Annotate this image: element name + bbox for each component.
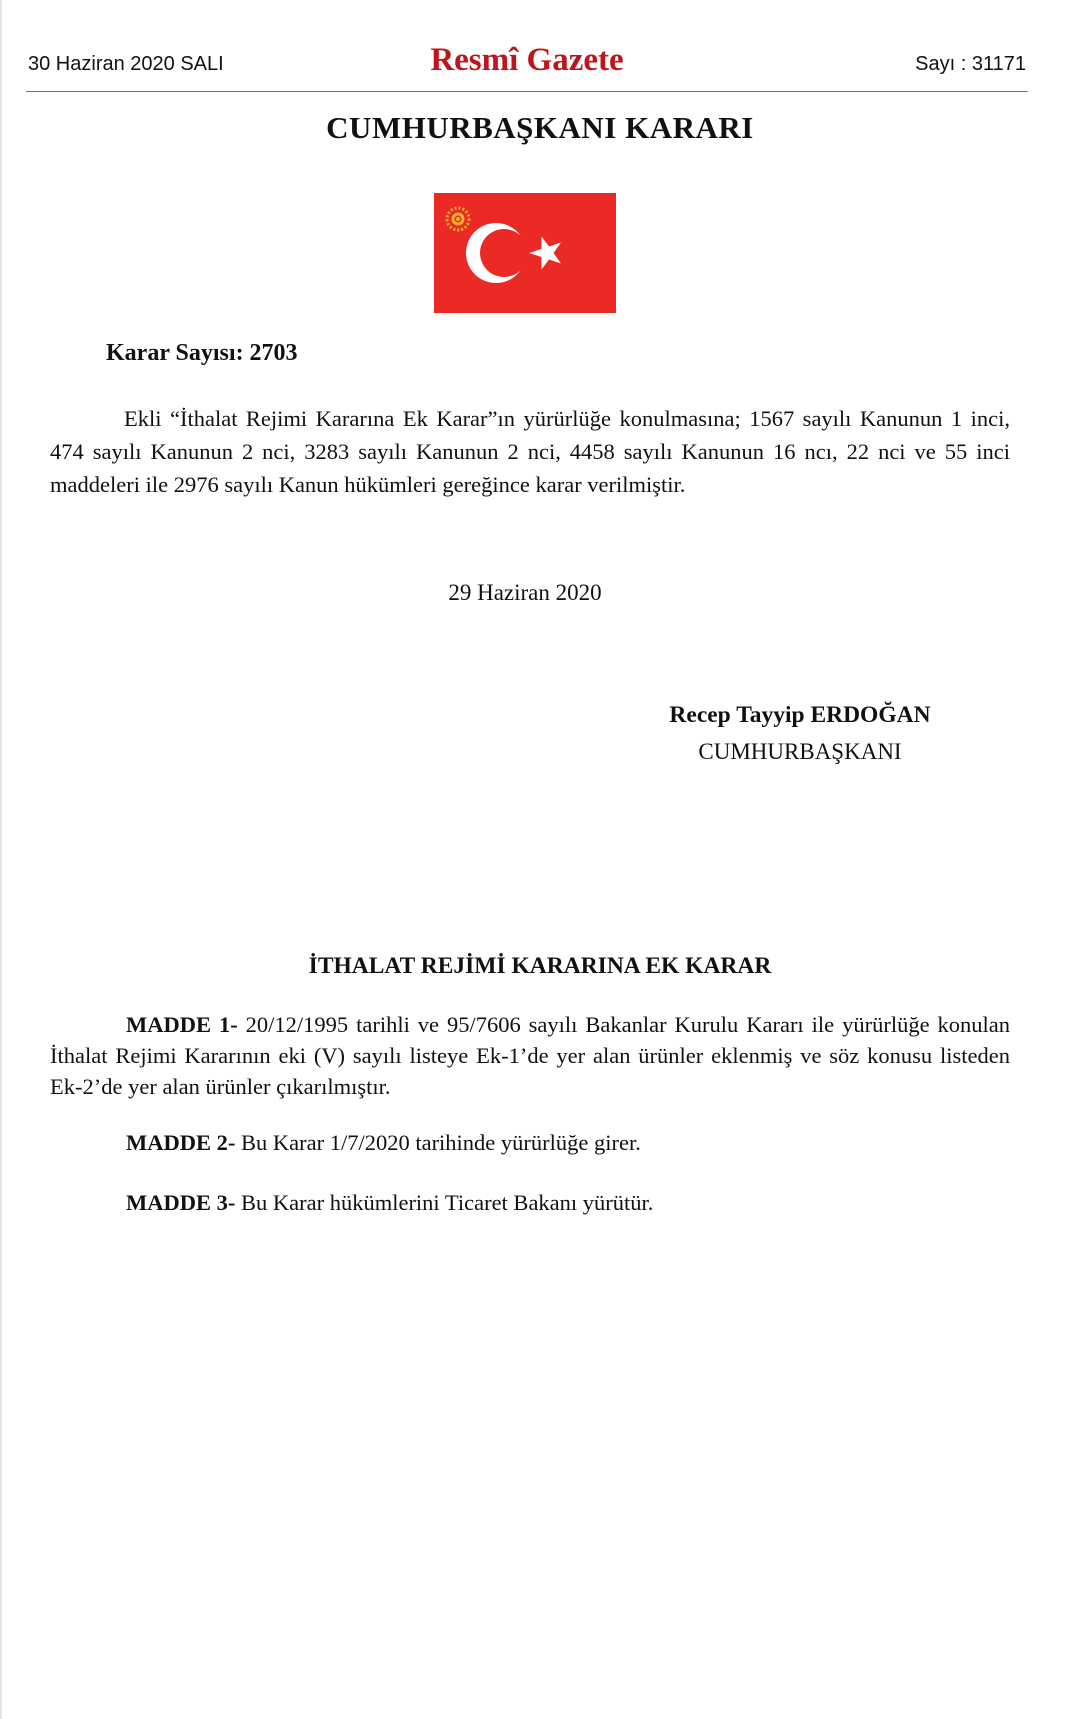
article-text: Bu Karar 1/7/2020 tarihinde yürürlüğe girer. [240,1130,641,1155]
page-edge [0,0,2,1719]
article-label: MADDE 3- [126,1190,236,1215]
article-3 [50,1187,1010,1218]
gazette-title: Resmî Gazete [430,42,624,78]
header-divider [26,91,1028,92]
article-1 [50,1009,1010,1102]
annex-title: İTHALAT REJİMİ KARARINA EK KARAR [308,953,772,979]
document-type-heading: CUMHURBAŞKANI KARARI [326,110,754,145]
decision-intro-paragraph: Ekli “İthalat Rejimi Kararına Ek Karar”ın yürürlüğe konulmasına; 1567 sayılı Kanunun 1 inci, 474 sayılı Kanunun 2 nci, 3283 sayılı Kanunun 2 nci, 4458 sayılı Kanunun 16 ncı, 22 nci ve 55 inci maddeleri ile 2976 sayılı Kanun hükümleri gereğince karar verilmiştir. [50,406,1010,497]
article-text: 20/12/1995 tarihli ve 95/7606 sayılı Bakanlar Kurulu Kararı ile yürürlüğe konulan İthalat Rejimi Kararının eki (V) sayılı listeye Ek-1’de yer alan ürünler eklenmiş ve söz konusu listeden Ek-2’de yer alan ürünler çıkarılmıştır. [50,1012,1010,1099]
signature-date: 29 Haziran 2020 [448,580,602,605]
turkish-flag-icon [434,193,616,313]
signature-block [620,697,980,771]
article-label: MADDE 2- [126,1130,236,1155]
signer-title: CUMHURBAŞKANI [698,739,902,764]
signer-name: Recep Tayyip ERDOĞAN [669,702,931,728]
article-label: MADDE 1- [126,1012,238,1037]
article-text: Bu Karar hükümlerini Ticaret Bakanı yürütür. [240,1190,654,1215]
decision-number: Karar Sayısı: 2703 [106,340,298,366]
gazette-header [26,42,1028,92]
header-issue-number: Sayı : 31171 [915,53,1026,75]
header-date: 30 Haziran 2020 SALI [28,53,224,75]
article-2 [50,1127,1010,1158]
